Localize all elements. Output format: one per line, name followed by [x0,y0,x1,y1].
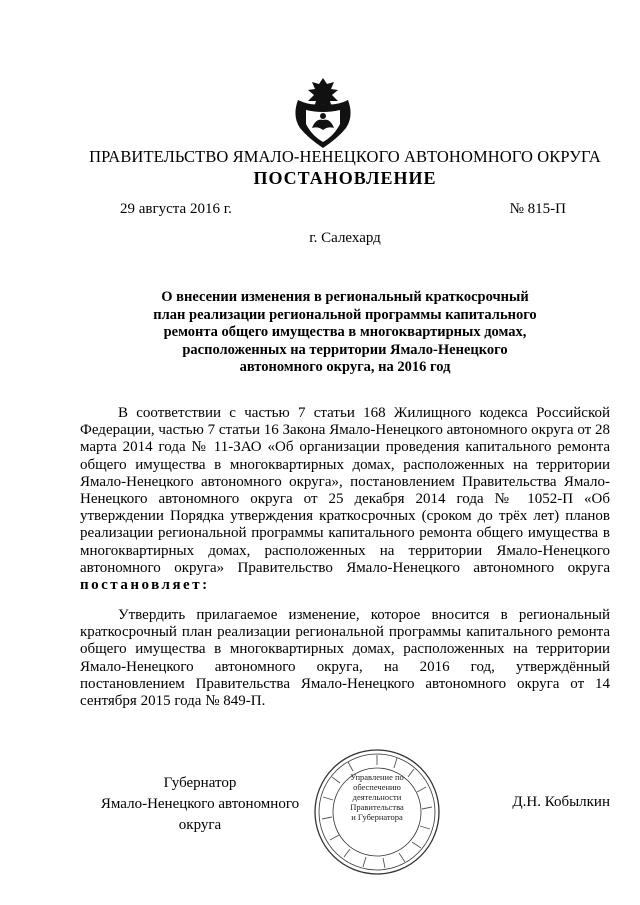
body-paragraph-2: Утвердить прилагаемое изменение, которое вносится в региональный краткосрочный план реализации региональной программы капитального ремонта общего имущества в многоквартирных домах, расположенных на территории Ямало-Ненецкого автономного округа, на 2016 год, утверждённый постановлением Правительства Ямало-Ненецкого автономного округа от 14 сентября 2015 года № 849-П. [80,607,610,710]
coat-of-arms-icon [290,76,356,150]
title-line: автономного округа, на 2016 год [239,359,451,376]
title-line: план реализации региональной программы капитального [153,306,537,323]
title-line: расположенных на территории Ямало-Ненецкого [182,341,508,358]
stamp-line: Управление по [350,772,404,782]
document-title [100,289,590,377]
signatory-name: Д.Н. Кобылкин [512,794,610,810]
stamp-line: Правительства [350,802,404,812]
document-city: г. Салехард [309,230,381,246]
organization-name: ПРАВИТЕЛЬСТВО ЯМАЛО-НЕНЕЦКОГО АВТОНОМНОГО ОКРУГА [89,147,601,166]
title-line: О внесении изменения в региональный краткосрочный [161,289,529,305]
stamp-text [334,772,420,822]
stamp-line: и Губернатора [351,812,403,822]
document-type: ПОСТАНОВЛЕНИЕ [253,168,437,188]
document-number: № 815-П [509,201,566,217]
paragraph-text: В соответствии с частью 7 статьи 168 Жилищного кодекса Российской Федерации, частью 7 статьи 16 Закона Ямало-Ненецкого автономного округа от 28 марта 2014 года № 11-ЗАО «Об организации проведения капитального ремонта общего имущества в многоквартирных домах, расположенных на территории Ямало-Ненецкого автономного округа», постановлением Правительства Ямало-Ненецкого автономного округа от 25 декабря 2014 года № 1052-П «Об утверждении Порядка утверждения краткосрочных (сроком до трёх лет) планов реализации региональной программы капитального ремонта общего имущества в многоквартирных домах, расположенных на территории Ямало-Ненецкого автономного округа» Правительство Ямало-Ненецкого автономного округа [80,405,610,576]
body-paragraph-1 [80,405,610,594]
signatory-position: Губернатор [163,775,237,791]
document-date: 29 августа 2016 г. [120,201,232,217]
signatory-region: Ямало-Ненецкого автономного округа [100,796,300,833]
title-line: ремонта общего имущества в многоквартирных домах, [163,324,527,341]
stamp-line: деятельности [352,792,402,802]
stamp-line: обеспечению [353,782,401,792]
resolution-keyword: постановляет: [80,577,210,594]
signatory-title [80,773,320,836]
